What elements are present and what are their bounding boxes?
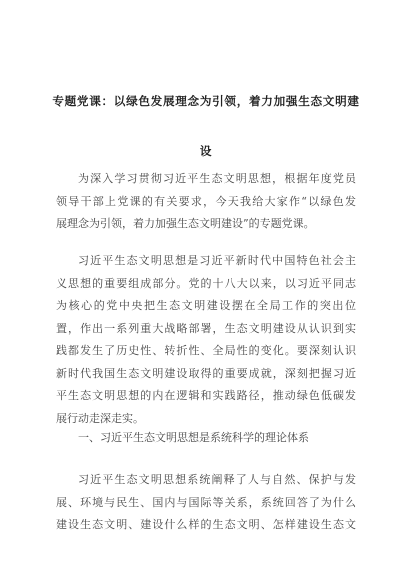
paragraph-line: 习近平生态文明思想是习近平新时代中国特色社会主: [78, 254, 356, 267]
paragraph-line: 践都发生了历史性、转折性、全局性的变化。要深刻认识: [56, 344, 356, 357]
paragraph-line: 义思想的重要组成部分。党的十八大以来，以习近平同志: [56, 276, 356, 290]
paragraph-line: 为核心的党中央把生态文明建设摆在全局工作的突出位: [56, 299, 356, 312]
section-heading: 一、习近平生态文明思想是系统科学的理论体系: [78, 431, 309, 444]
paragraph-body: [56, 250, 356, 430]
paragraph-line: 展理念为引领，着力加强生态文明建设”的专题党课。: [56, 217, 315, 230]
paragraph-line: 展行动走深走实。: [56, 411, 144, 425]
paragraph-line: 习近平生态文明思想系统阐释了人与自然、保护与发: [78, 473, 356, 486]
paragraph-line: 展、环境与民生、国内与国际等关系，系统回答了为什么: [56, 495, 356, 509]
title-line: 专题党课：以绿色发展理念为引领，着力加强生态文明建: [52, 94, 360, 108]
paragraph-line: 平生态文明思想的内在逻辑和实践路径，推动绿色低碳发: [56, 389, 356, 402]
paragraph-line: 领导干部上党课的有关要求，今天我给大家作“以绿色发: [56, 194, 356, 208]
paragraph-intro: [56, 168, 356, 236]
document-title: [50, 76, 362, 176]
paragraph-line: 置，作出一系列重大战略部署，生态文明建设从认识到实: [56, 321, 356, 335]
title-line: 设: [199, 144, 213, 158]
paragraph-line: 新时代我国生态文明建设取得的重要成就，深刻把握习近: [56, 366, 356, 380]
paragraph-line: 建设生态文明、建设什么样的生态文明、怎样建设生态文: [56, 518, 356, 531]
paragraph-line: 为深入学习贯彻习近平生态文明思想，根据年度党员: [78, 172, 356, 185]
paragraph-section-one: [56, 469, 356, 537]
